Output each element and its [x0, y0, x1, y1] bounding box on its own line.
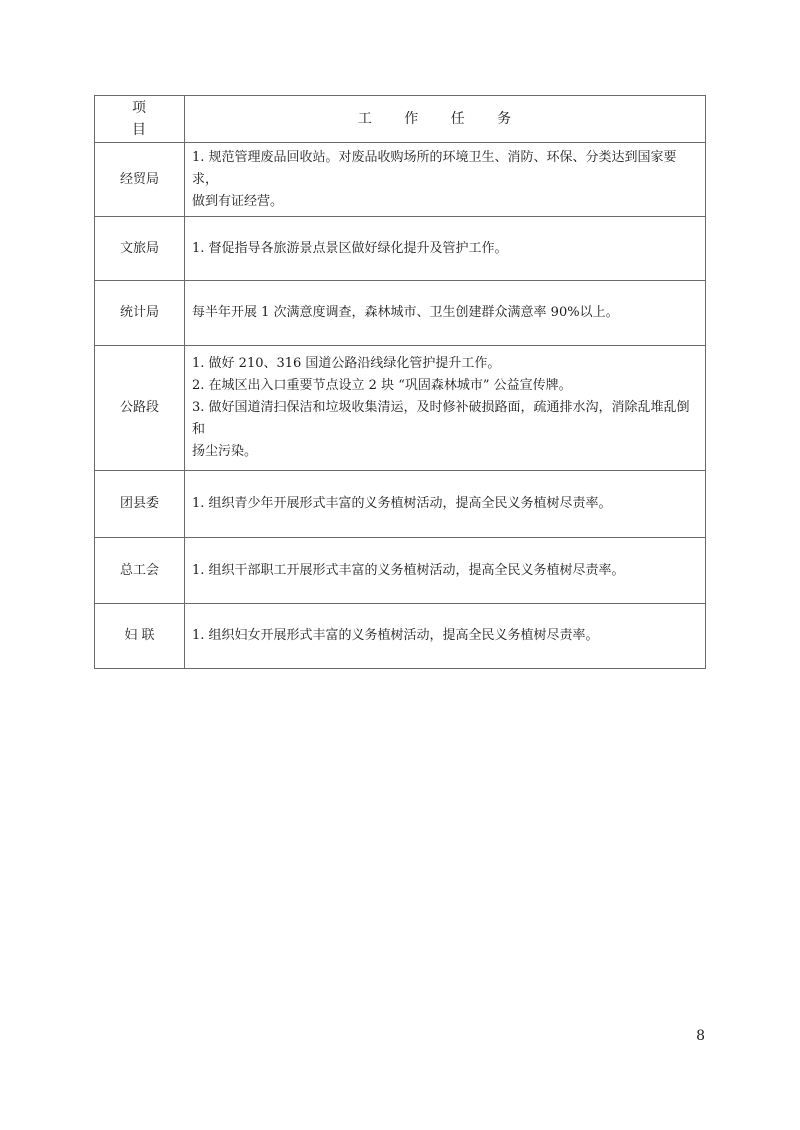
row-task — [185, 538, 706, 604]
task-line: 1. 组织妇女开展形式丰富的义务植树活动，提高全民义务植树尽责率。 — [192, 628, 599, 643]
task-line: 1. 组织干部职工开展形式丰富的义务植树活动，提高全民义务植树尽责率。 — [192, 562, 625, 578]
table-header-row — [95, 96, 706, 143]
table-row — [95, 143, 706, 217]
task-line: 扬尘污染。 — [192, 444, 258, 459]
row-task — [185, 604, 706, 669]
row-item: 经贸局 — [95, 143, 185, 217]
row-item: 团县委 — [95, 471, 185, 538]
row-item: 妇 联 — [95, 604, 185, 669]
table-row — [95, 538, 706, 604]
row-task — [185, 143, 706, 217]
task-line: 1. 督促指导各旅游景点景区做好绿化提升及管护工作。 — [192, 240, 508, 256]
table-row — [95, 604, 706, 669]
table-row — [95, 471, 706, 538]
task-line: 3. 做好国道清扫保洁和垃圾收集清运，及时修补破损路面，疏通排水沟，消除乱堆乱倒和 — [192, 400, 690, 437]
task-line: 做到有证经营。 — [192, 193, 284, 209]
task-line: 1. 组织青少年开展形式丰富的义务植树活动，提高全民义务植树尽责率。 — [192, 496, 612, 511]
row-item: 公路段 — [95, 346, 185, 471]
row-item: 总工会 — [95, 538, 185, 604]
row-task — [185, 217, 706, 281]
task-line: 1. 做好 210、316 国道公路沿线绿化管护提升工作。 — [192, 356, 501, 371]
header-item: 项 目 — [95, 96, 185, 143]
table-row — [95, 281, 706, 346]
table-row — [95, 346, 706, 471]
table-row — [95, 217, 706, 281]
row-task — [185, 281, 706, 346]
row-task — [185, 346, 706, 471]
task-line: 每半年开展 1 次满意度调查，森林城市、卫生创建群众满意率 90%以上。 — [192, 305, 619, 320]
row-item: 统计局 — [95, 281, 185, 346]
header-task: 工 作 任 务 — [185, 96, 706, 143]
task-table — [94, 95, 706, 669]
page-number: 8 — [696, 1028, 705, 1044]
row-item: 文旅局 — [95, 217, 185, 281]
task-line: 1. 规范管理废品回收站。对废品收购场所的环境卫生、消防、环保、分类达到国家要求， — [192, 149, 677, 187]
row-task — [185, 471, 706, 538]
task-line: 2. 在城区出入口重要节点设立 2 块 “巩固森林城市” 公益宣传牌。 — [192, 378, 572, 393]
